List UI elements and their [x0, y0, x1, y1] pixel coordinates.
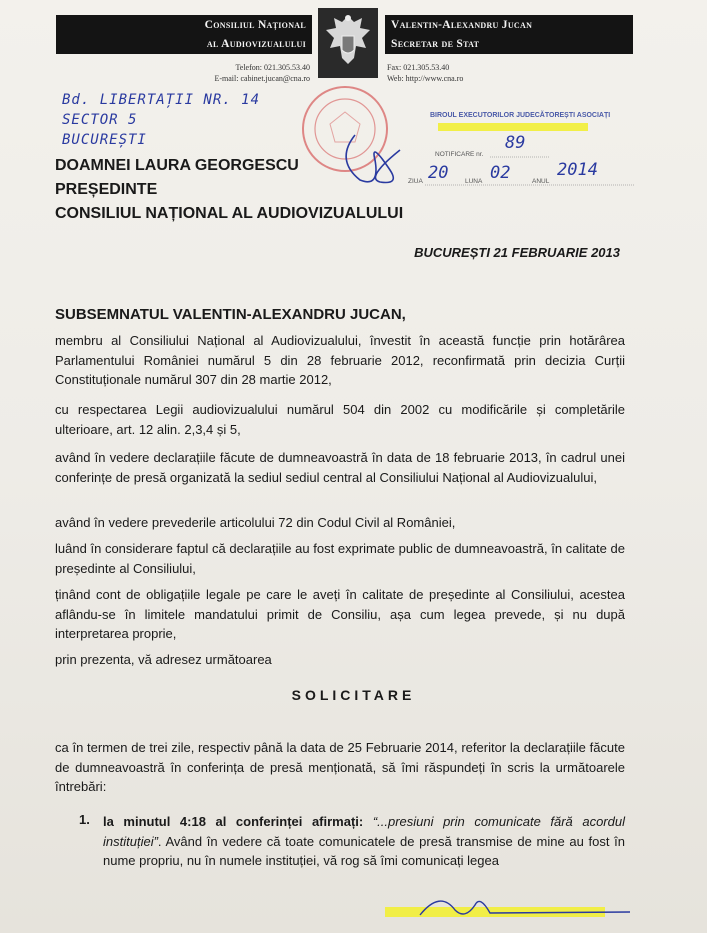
- an-value: 2014: [557, 160, 598, 180]
- header-signer-block: [385, 15, 633, 54]
- coat-of-arms-icon: [318, 8, 378, 78]
- fax-text: Fax: 021.305.53.40: [387, 63, 450, 72]
- contact-right: [387, 62, 587, 84]
- paragraph-1: membru al Consiliului Național al Audiovizualului, învestit în această funcție prin hotărârea Parlamentului României numărul 5 din 28 februarie 2012, reconfirmată prin decizia Curții Constituționale numărul 307 din 28 martie 2012,: [55, 333, 625, 387]
- question-1-lead: la minutul 4:18 al conferinței afirmați:: [103, 814, 364, 829]
- signer-line: SUBSEMNATUL VALENTIN-ALEXANDRU JUCAN,: [55, 306, 406, 323]
- web-text: Web: http://www.cna.ro: [387, 74, 464, 83]
- header-institution-line1: Consiliul Național: [204, 19, 306, 31]
- handwritten-address-line3: BUCUREȘTI: [62, 132, 147, 148]
- paragraph-2: cu respectarea Legii audiovizualului numărul 504 din 2002 cu modificările și completările ulterioare, art. 12 alin. 2,3,4 și 5,: [55, 402, 625, 437]
- question-1-rest: . Având în vedere că toate comunicatele de presă transmise de mine au fost în nume propriu, nu în numele instituției, vă rog să îmi comunicați legea: [103, 833, 625, 868]
- highlight-stamp: [438, 123, 588, 131]
- zi-label: ZIUA: [408, 178, 423, 185]
- header-institution-block: [56, 15, 312, 54]
- paragraph-4: având în vedere prevederile articolului 72 din Codul Civil al României,: [55, 515, 456, 530]
- question-1-number: 1.: [79, 812, 90, 827]
- luna-label: LUNA: [465, 178, 483, 185]
- bottom-signature-icon: [380, 885, 640, 925]
- an-label: ANUL: [532, 178, 550, 185]
- addressee-name: DOAMNEI LAURA GEORGESCU: [55, 157, 299, 174]
- luna-value: 02: [490, 163, 511, 183]
- addressee-institution: CONSILIUL NAȚIONAL AL AUDIOVIZUALULUI: [55, 205, 404, 222]
- letter-date: BUCUREȘTI 21 FEBRUARIE 2013: [414, 245, 620, 260]
- handwritten-address-line2: SECTOR 5: [62, 112, 138, 128]
- zi-value: 20: [428, 163, 449, 183]
- header-signer-name: Valentin-Alexandru Jucan: [391, 19, 533, 31]
- paragraph-8: ca în termen de trei zile, respectiv până la data de 25 Februarie 2014, referitor la declarațiile făcute de dumneavoastră în conferința de presă menționată, să îmi răspundeți în scris la următoarele întrebări:: [55, 740, 625, 794]
- header-institution-line2: al Audiovizualului: [206, 38, 306, 50]
- paragraph-5: luând în considerare faptul că declarațiile au fost exprimate public de dumneavoastră, în calitate de președinte al Consiliului,: [55, 541, 625, 576]
- header-signer-title: Secretar de Stat: [391, 38, 480, 50]
- contact-left: [150, 62, 310, 84]
- question-1-text: [103, 812, 625, 871]
- addressee-title: PREȘEDINTE: [55, 181, 158, 198]
- paragraph-7: prin prezenta, vă adresez următoarea: [55, 652, 272, 667]
- email-text: E-mail: cabinet.jucan@cna.ro: [214, 74, 310, 83]
- question-1-quote: “...presiuni prin comunicate fără acordul instituției”: [103, 814, 625, 849]
- notificare-line: [490, 156, 550, 158]
- handwritten-address-line1: Bd. LIBERTAȚII NR. 14: [62, 92, 261, 108]
- stamp-title: BIROUL EXECUTORILOR JUDECĂTOREȘTI ASOCIAȚI: [430, 112, 611, 119]
- heading-solicitare: SOLICITARE: [291, 687, 416, 703]
- date-line: [425, 184, 635, 186]
- phone-text: Telefon: 021.305.53.40: [235, 63, 310, 72]
- paragraph-3: având în vedere declarațiile făcute de dumneavoastră în data de 18 februarie 2013, în cadrul unei conferințe de presă organizată la sediul sediul central al Consiliului Național al Audiovizualului,: [55, 450, 625, 485]
- notificare-label: NOTIFICARE nr.: [435, 151, 484, 158]
- notificare-number: 89: [505, 133, 526, 153]
- paragraph-6: ținând cont de obligațiile legale pe care le aveți în calitate de președinte al Consiliului, acestea aflându-se în limitele mandatului primit de Consiliu, așa cum legea prevede, și nu după interpretarea proprie,: [55, 587, 625, 641]
